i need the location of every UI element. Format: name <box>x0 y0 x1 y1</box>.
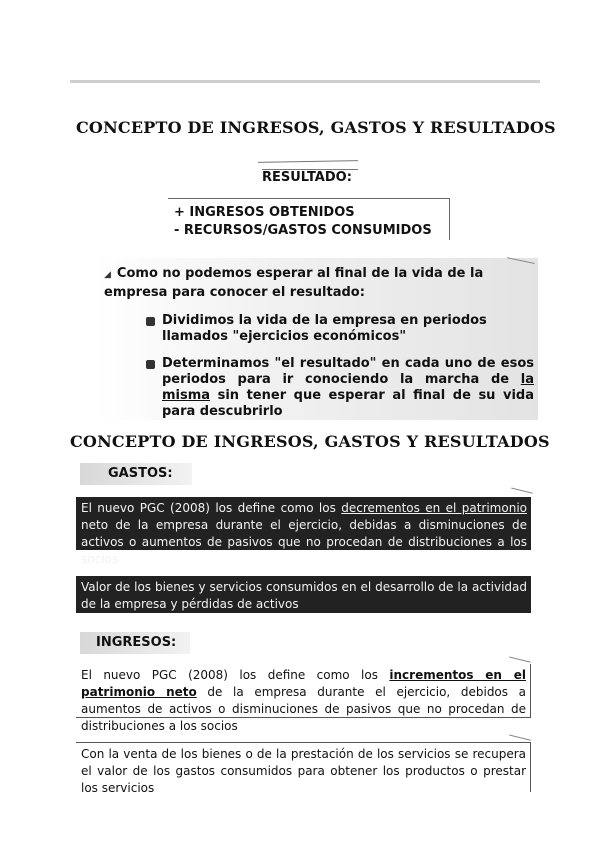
gastos-label: GASTOS: <box>80 463 192 485</box>
square-bullet-icon <box>146 360 155 369</box>
main-point <box>104 265 534 301</box>
resultado-formula <box>168 198 450 240</box>
ingresos-definition-box: El nuevo PGC (2008) los define como los incrementos en el patrimonio neto de la empresa durante el ejercicio, debidos a aumentos de activos o disminuciones de pasivos que no procedan de distribuciones a los socios <box>76 664 531 718</box>
underlined-text: incrementos en el patrimonio neto <box>81 668 526 699</box>
ingresos-label: INGRESOS: <box>80 632 190 654</box>
gastos-value-box: Valor de los bienes y servicios consumidos en el desarrollo de la actividad de la empresa y pérdidas de activos <box>76 576 531 613</box>
ingresos-recovery-box: Con la venta de los bienes o de la prestación de los servicios se recupera el valor de los gastos consumidos para obtener los productos o prestar los servicios <box>76 742 531 792</box>
resultado-label: RESULTADO: <box>262 169 358 185</box>
top-divider <box>70 80 540 83</box>
page-title-2: CONCEPTO DE INGRESOS, GASTOS Y RESULTADOS <box>70 432 550 451</box>
formula-ingresos-line: + INGRESOS OBTENIDOS <box>174 205 355 220</box>
sub-point-1-text: Dividimos la vida de la empresa en periodos llamados "ejercicios económicos" <box>162 313 487 344</box>
page-title-1: CONCEPTO DE INGRESOS, GASTOS Y RESULTADOS <box>76 118 556 137</box>
sub-point-2-text: Determinamos "el resultado" en cada uno de esos periodos para ir conociendo la marcha de la misma sin tener que esperar al final de su vida para descubrirlo <box>162 356 534 419</box>
underlined-text: decrementos en el patrimonio <box>341 501 527 515</box>
formula-gastos-line: - RECURSOS/GASTOS CONSUMIDOS <box>174 223 432 238</box>
main-point-text: Como no podemos esperar al final de la vida de la empresa para conocer el resultado: <box>104 266 484 300</box>
triangle-bullet-icon: ◢ <box>104 270 111 280</box>
sub-point-2 <box>146 356 534 420</box>
gastos-definition-box: El nuevo PGC (2008) los define como los decrementos en el patrimonio neto de la empresa durante el ejercicio, debidas a disminuciones de activos o aumentos de pasivos que no procedan de distribuciones a los socios <box>76 497 531 550</box>
sub-point-1 <box>146 313 534 345</box>
underlined-text: la misma <box>162 372 534 403</box>
square-bullet-icon <box>146 317 155 326</box>
